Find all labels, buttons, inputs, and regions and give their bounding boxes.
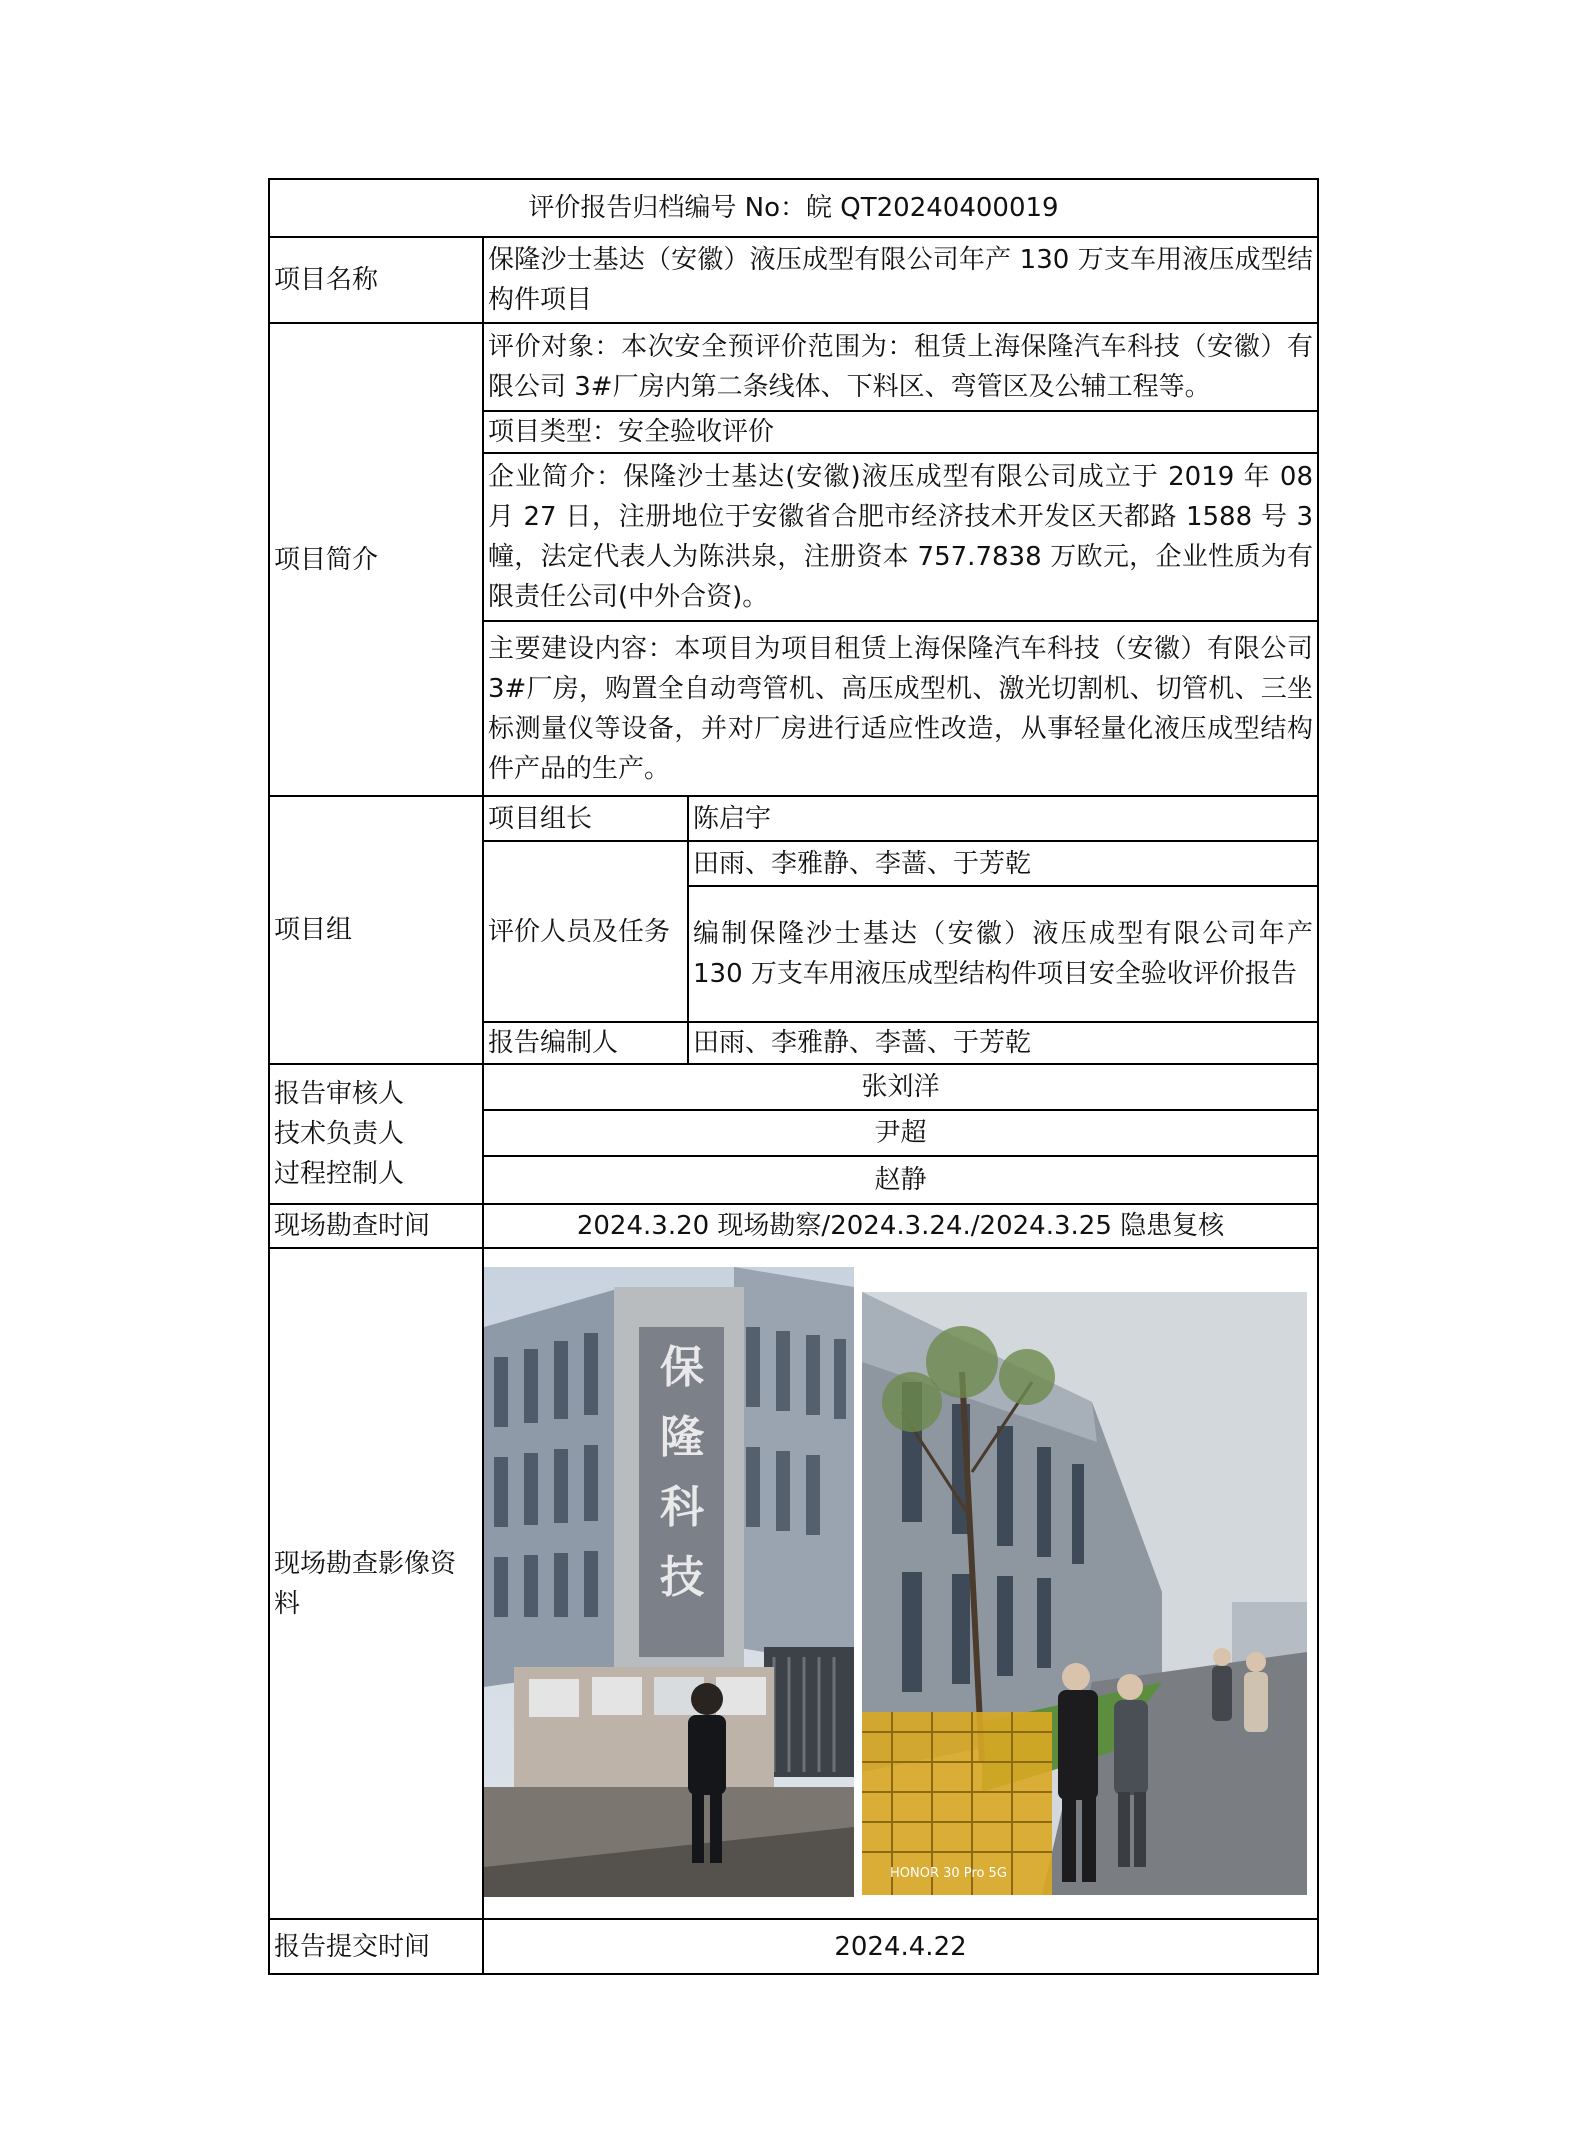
submit-time-label: 报告提交时间 bbox=[268, 1918, 484, 1975]
evaluators-value: 田雨、李雅静、李蔷、于芳乾 bbox=[687, 840, 1319, 887]
survey-time-label: 现场勘查时间 bbox=[268, 1203, 484, 1249]
project-group-label: 项目组 bbox=[268, 795, 484, 1065]
site-photo-entrance bbox=[484, 1267, 854, 1897]
project-type: 项目类型：安全验收评价 bbox=[482, 410, 1319, 454]
evaluation-task: 编制保隆沙士基达（安徽）液压成型有限公司年产 130 万支车用液压成型结构件项目安全验收评价报告 bbox=[687, 885, 1319, 1023]
svg-text:隆: 隆 bbox=[660, 1412, 704, 1463]
report-reviewer-value: 张刘洋 bbox=[482, 1063, 1319, 1111]
camera-watermark: HONOR 30 Pro 5G bbox=[890, 1866, 1007, 1881]
group-leader-value: 陈启宇 bbox=[687, 795, 1319, 842]
tech-director-label: 技术负责人 bbox=[274, 1119, 405, 1149]
tech-director-value: 尹超 bbox=[482, 1109, 1319, 1157]
evaluation-object: 评价对象：本次安全预评价范围为：租赁上海保隆汽车科技（安徽）有限公司 3#厂房内第二条线体、下料区、弯管区及公辅工程等。 bbox=[482, 322, 1319, 412]
roadside-photo-drawing bbox=[862, 1292, 1307, 1895]
project-name-label: 项目名称 bbox=[268, 236, 484, 324]
reviewers-label-cell bbox=[268, 1063, 484, 1205]
report-reviewer-label: 报告审核人 bbox=[274, 1079, 405, 1109]
process-controller-value: 赵静 bbox=[482, 1155, 1319, 1205]
survey-photos-cell bbox=[482, 1247, 1319, 1920]
svg-text:技: 技 bbox=[660, 1552, 704, 1603]
survey-photos-label: 现场勘查影像资料 bbox=[268, 1247, 484, 1920]
project-intro-label: 项目简介 bbox=[268, 322, 484, 797]
submit-time-value: 2024.4.22 bbox=[482, 1918, 1319, 1975]
site-photo-roadside bbox=[862, 1292, 1307, 1895]
project-name-value: 保隆沙士基达（安徽）液压成型有限公司年产 130 万支车用液压成型结构件项目 bbox=[482, 236, 1319, 324]
company-intro: 企业简介：保隆沙士基达(安徽)液压成型有限公司成立于 2019 年 08 月 27 日，注册地位于安徽省合肥市经济技术开发区天都路 1588 号 3 幢，法定代表人为陈洪泉，注册资本 757.7838 万欧元，企业性质为有限责任公司(中外合资)。 bbox=[482, 452, 1319, 622]
archive-number: 评价报告归档编号 No：皖 QT20240400019 bbox=[268, 178, 1319, 238]
survey-time-value: 2024.3.20 现场勘察/2024.3.24./2024.3.25 隐患复核 bbox=[482, 1203, 1319, 1249]
evaluators-label: 评价人员及任务 bbox=[482, 840, 689, 1023]
report-compiler-value: 田雨、李雅静、李蔷、于芳乾 bbox=[687, 1021, 1319, 1065]
main-construction-content: 主要建设内容：本项目为项目租赁上海保隆汽车科技（安徽）有限公司 3#厂房，购置全自动弯管机、高压成型机、激光切割机、切管机、三坐标测量仪等设备，并对厂房进行适应性改造，从事轻量化液压成型结构件产品的生产。 bbox=[482, 620, 1319, 797]
svg-text:科: 科 bbox=[660, 1482, 704, 1533]
process-controller-label: 过程控制人 bbox=[274, 1159, 405, 1189]
group-leader-label: 项目组长 bbox=[482, 795, 689, 842]
svg-text:保: 保 bbox=[660, 1342, 704, 1393]
entrance-photo-drawing bbox=[484, 1267, 854, 1897]
archive-table bbox=[268, 178, 1319, 1975]
report-compiler-label: 报告编制人 bbox=[482, 1021, 689, 1065]
